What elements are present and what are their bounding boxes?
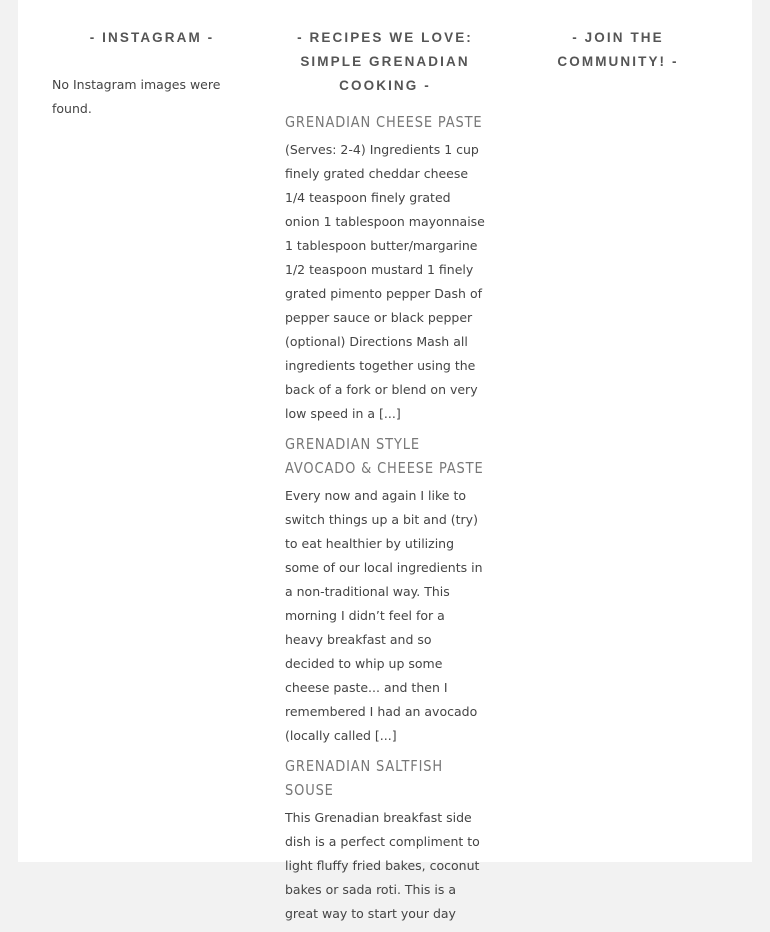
recipe-post-excerpt: (Serves: 2-4) Ingredients 1 cup finely grated cheddar cheese 1/4 teaspoon finely grated onion 1 tablespoon mayonnaise 1 tablespoon butter/margarine 1/2 teaspoon mustard 1 finely grated pimento pepper Dash of pepper sauce or black pepper (optional) Directions Mash all ingredients together using the back of a fork or blend on very low speed in a [...] xyxy=(285,142,485,421)
recipe-post-excerpt: This Grenadian breakfast side dish is a perfect compliment to light fluffy fried bakes, coconut bakes or sada roti. This is a great way to start your day xyxy=(285,810,480,921)
recipe-post xyxy=(285,754,485,926)
instagram-widget xyxy=(52,0,252,121)
community-widget xyxy=(518,0,718,74)
instagram-empty-message: No Instagram images were found. xyxy=(52,77,221,116)
recipe-post-title-avocado-cheese-paste[interactable]: GRENADIAN STYLE AVOCADO & CHEESE PASTE xyxy=(285,435,484,477)
recipe-post-excerpt: Every now and again I like to switch things up a bit and (try) to eat healthier by utilizing some of our local ingredients in a non-traditional way. This morning I didn’t feel for a heavy breakfast and so decided to whip up some cheese paste... and then I remembered I had an avocado (locally called [...] xyxy=(285,488,483,743)
recipe-post xyxy=(285,432,485,748)
recipe-post-title-saltfish-souse[interactable]: GRENADIAN SALTFISH SOUSE xyxy=(285,757,443,799)
recipe-post-title-cheese-paste[interactable]: GRENADIAN CHEESE PASTE xyxy=(285,113,483,131)
recipe-post xyxy=(285,110,485,426)
recipes-widget xyxy=(285,0,485,932)
instagram-widget-title: - INSTAGRAM - xyxy=(89,30,215,45)
footer-widgets xyxy=(18,0,752,921)
community-widget-title: - JOIN THE COMMUNITY! - xyxy=(557,30,679,69)
recipes-widget-title: - RECIPES WE LOVE: SIMPLE GRENADIAN COOKING - xyxy=(297,30,473,93)
recipe-post-list xyxy=(285,110,485,926)
